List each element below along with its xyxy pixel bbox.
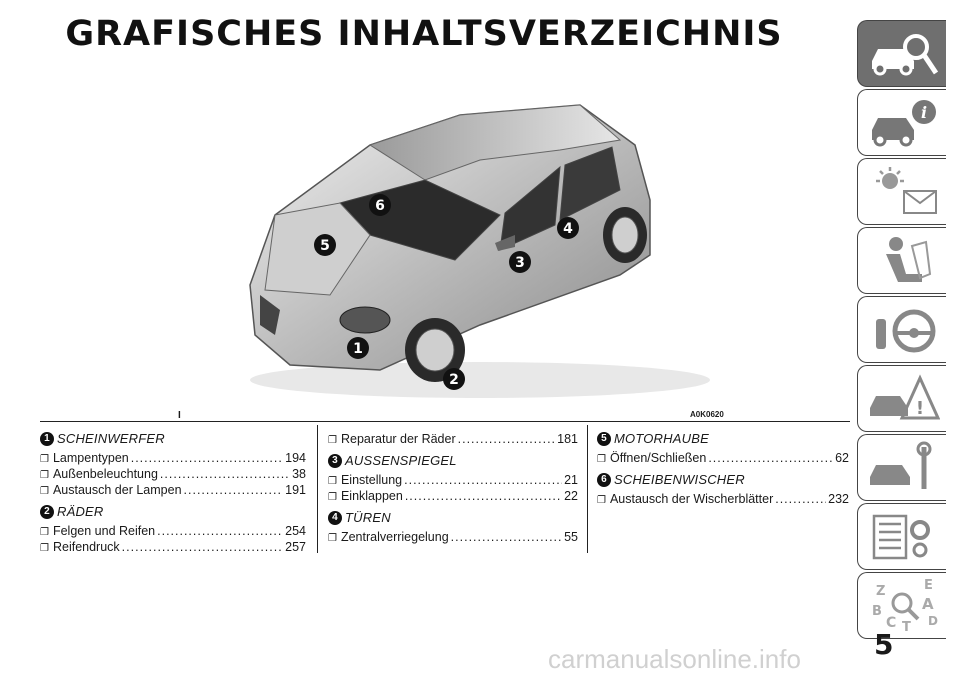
section-number: 4 bbox=[328, 511, 342, 525]
index-letter: Z bbox=[876, 584, 886, 599]
tab-specifications[interactable] bbox=[857, 503, 946, 570]
warning-lights-mail-icon bbox=[866, 165, 940, 219]
entry-label: Felgen und Reifen bbox=[52, 524, 156, 538]
tab-car-tools[interactable] bbox=[857, 434, 946, 501]
callout-1: 1 bbox=[353, 341, 363, 357]
car-search-icon bbox=[866, 27, 940, 81]
key-steering-wheel-icon bbox=[866, 303, 940, 357]
tab-key-steering[interactable] bbox=[857, 296, 946, 363]
toc-entry[interactable]: ❐ Reifendruck ..... 257 bbox=[40, 539, 306, 555]
entry-label: Einstellung bbox=[340, 473, 403, 487]
entry-page: 191 bbox=[285, 483, 306, 497]
toc-column-1 bbox=[40, 425, 306, 555]
section-scheibenwischer bbox=[597, 472, 849, 507]
callout-4: 4 bbox=[563, 221, 573, 237]
toc-entry[interactable]: ❐ Öffnen/Schließen ..... 62 bbox=[597, 450, 849, 466]
tab-warning-lights[interactable] bbox=[857, 158, 946, 225]
car-figure bbox=[180, 85, 760, 405]
callout-3: 3 bbox=[515, 255, 525, 271]
entry-page: 62 bbox=[835, 451, 849, 465]
section-number: 2 bbox=[40, 505, 54, 519]
car-tools-icon bbox=[866, 441, 940, 495]
entry-page: 55 bbox=[564, 530, 578, 544]
toc-entry[interactable]: ❐ Einstellung ..... 21 bbox=[328, 472, 578, 488]
section-aussenspiegel bbox=[328, 453, 578, 504]
index-letter: E bbox=[924, 579, 933, 593]
toc-entry[interactable]: ❐ Lampentypen ..... 194 bbox=[40, 450, 306, 466]
entry-label: Reifendruck bbox=[52, 540, 120, 554]
toc-entry[interactable]: ❐ Austausch der Lampen ..... 191 bbox=[40, 482, 306, 498]
index-letter: D bbox=[928, 614, 938, 628]
section-title: MOTORHAUBE bbox=[614, 431, 709, 446]
toc-entry[interactable]: ❐ Einklappen ..... 22 bbox=[328, 488, 578, 504]
section-motorhaube bbox=[597, 431, 849, 466]
section-title: TÜREN bbox=[345, 510, 391, 525]
index-letter: B bbox=[872, 604, 882, 619]
index-letter: A bbox=[922, 595, 934, 613]
spec-sheet-gear-icon bbox=[866, 510, 940, 564]
figure-ref-code: A0K0620 bbox=[690, 410, 724, 419]
toc-entry[interactable]: ❐ Außenbeleuchtung ..... 38 bbox=[40, 466, 306, 482]
entry-label: Austausch der Lampen bbox=[52, 483, 182, 497]
tab-seat-safety[interactable] bbox=[857, 227, 946, 294]
alphabet-index-icon bbox=[866, 579, 940, 633]
index-letter: T bbox=[902, 620, 911, 633]
section-scheinwerfer bbox=[40, 431, 306, 498]
toc-entry[interactable]: ❐ Felgen und Reifen ..... 254 bbox=[40, 523, 306, 539]
section-number: 1 bbox=[40, 432, 54, 446]
entry-page: 194 bbox=[285, 451, 306, 465]
section-number: 3 bbox=[328, 454, 342, 468]
toc-entry[interactable]: ❐ Reparatur der Räder ..... 181 bbox=[328, 431, 578, 447]
entry-label: Öffnen/Schließen bbox=[609, 451, 707, 465]
section-number: 5 bbox=[597, 432, 611, 446]
column-divider bbox=[587, 425, 588, 553]
section-raeder bbox=[40, 504, 306, 555]
tab-alphabet-index[interactable] bbox=[857, 572, 946, 639]
entry-page: 257 bbox=[285, 540, 306, 554]
entry-label: Austausch der Wischerblätter bbox=[609, 492, 774, 506]
column-divider bbox=[317, 425, 318, 553]
toc-entry[interactable]: ❐ Austausch der Wischerblätter ..... 232 bbox=[597, 491, 849, 507]
toc-column-2 bbox=[328, 425, 578, 545]
entry-label: Einklappen bbox=[340, 489, 403, 503]
chapter-tabs bbox=[857, 20, 946, 641]
entry-label: Lampentypen bbox=[52, 451, 129, 465]
svg-text:!: ! bbox=[915, 398, 925, 419]
divider bbox=[40, 421, 850, 422]
entry-page: 232 bbox=[828, 492, 849, 506]
entry-label: Außenbeleuchtung bbox=[52, 467, 158, 481]
callout-2: 2 bbox=[449, 372, 459, 388]
tab-car-info[interactable] bbox=[857, 89, 946, 156]
entry-label: Zentralverriegelung bbox=[340, 530, 449, 544]
figure-ref-left: I bbox=[178, 410, 181, 421]
svg-text:i: i bbox=[920, 103, 928, 122]
seat-safety-icon bbox=[866, 234, 940, 288]
page-number: 5 bbox=[874, 628, 894, 661]
section-title: RÄDER bbox=[57, 504, 104, 519]
entry-page: 38 bbox=[292, 467, 306, 481]
car-warning-triangle-icon bbox=[866, 372, 940, 426]
entry-page: 22 bbox=[564, 489, 578, 503]
index-letter: C bbox=[886, 615, 897, 631]
tab-car-search[interactable] bbox=[857, 20, 946, 87]
toc-column-3 bbox=[597, 425, 849, 507]
callout-6: 6 bbox=[375, 198, 385, 214]
section-title: SCHEIBENWISCHER bbox=[614, 472, 745, 487]
tab-car-warning[interactable] bbox=[857, 365, 946, 432]
callout-5: 5 bbox=[320, 238, 330, 254]
entry-page: 21 bbox=[564, 473, 578, 487]
section-title: AUSSENSPIEGEL bbox=[345, 453, 457, 468]
entry-page: 254 bbox=[285, 524, 306, 538]
page-title: GRAFISCHES INHALTSVERZEICHNIS bbox=[65, 14, 783, 54]
entry-label: Reparatur der Räder bbox=[340, 432, 456, 446]
toc-entry[interactable]: ❐ Zentralverriegelung ..... 55 bbox=[328, 529, 578, 545]
section-title: SCHEINWERFER bbox=[57, 431, 165, 446]
watermark: carmanualsonline.info bbox=[548, 644, 801, 674]
car-info-icon bbox=[866, 96, 940, 150]
section-tueren bbox=[328, 510, 578, 545]
entry-page: 181 bbox=[557, 432, 578, 446]
section-number: 6 bbox=[597, 473, 611, 487]
